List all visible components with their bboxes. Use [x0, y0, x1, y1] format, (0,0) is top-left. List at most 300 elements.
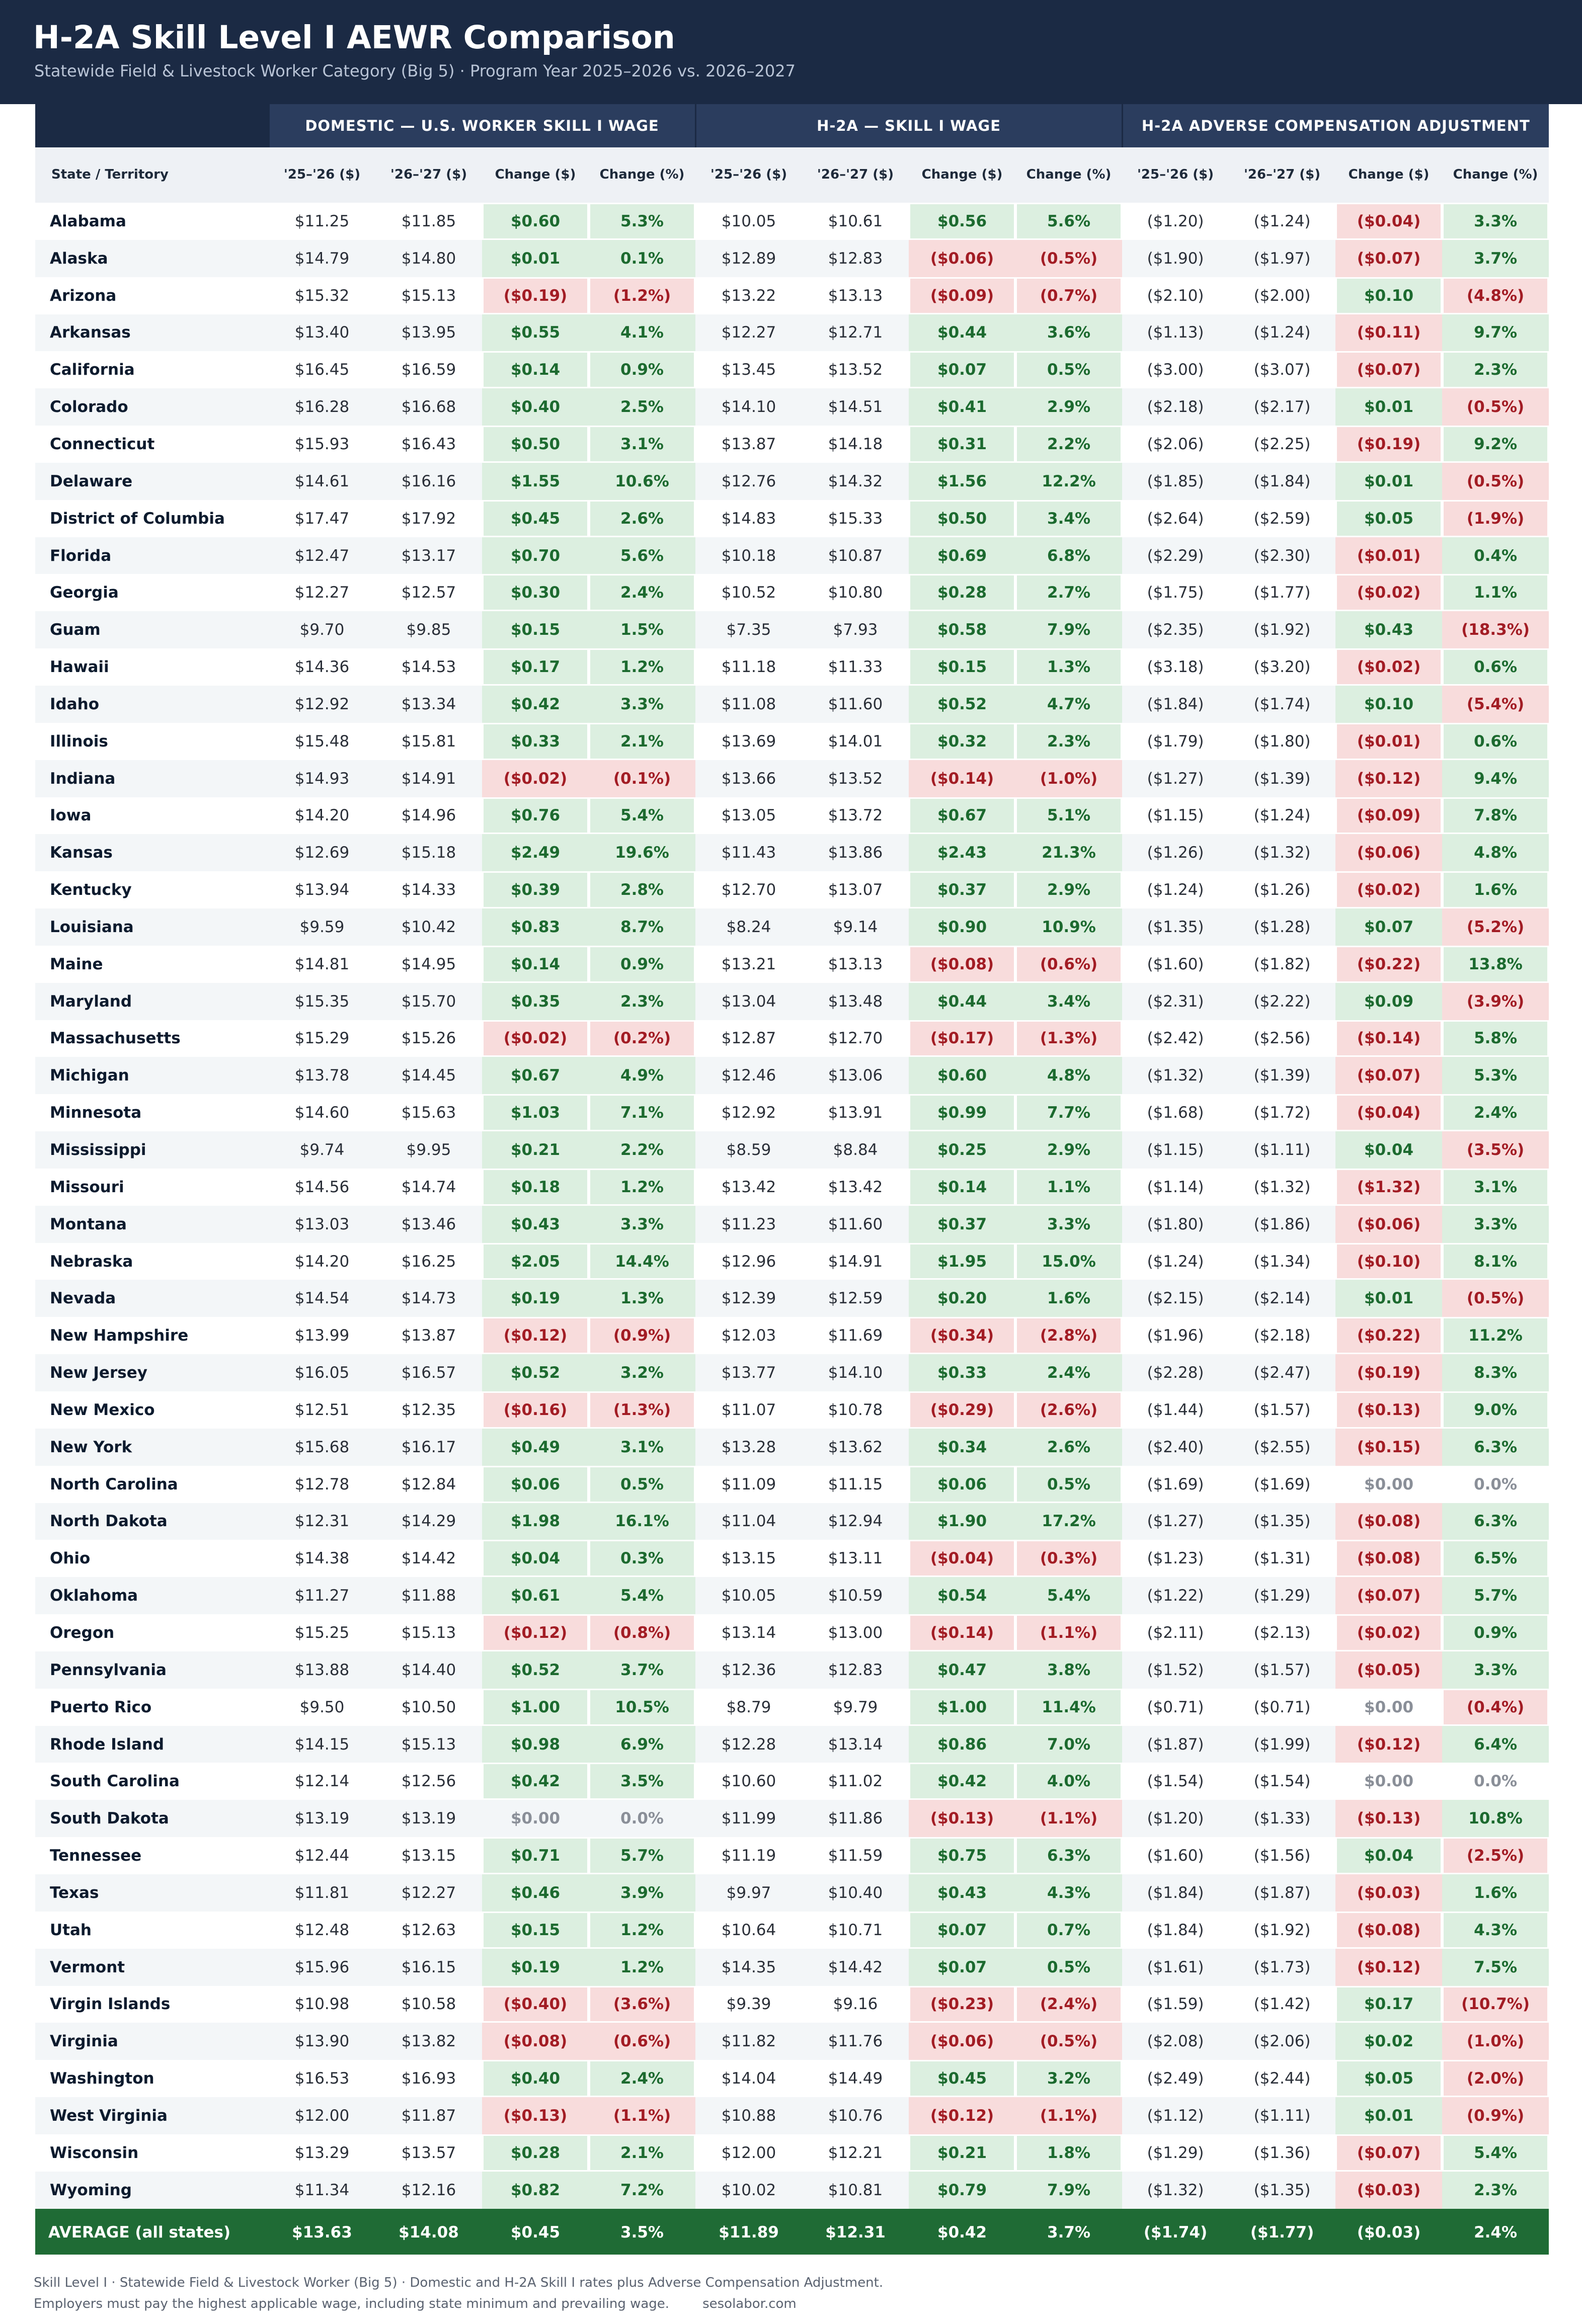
column-header-domestic-change-percent: Change (%) — [589, 147, 695, 203]
wage-cell: ($2.25) — [1253, 435, 1311, 453]
change-cell: $0.67 — [909, 797, 1015, 835]
table-row — [35, 1986, 1549, 2023]
change-cell: (18.3%) — [1442, 611, 1549, 648]
wage-cell: $12.56 — [401, 1772, 456, 1791]
table-row — [35, 760, 1549, 797]
wage-cell: $17.47 — [294, 509, 350, 528]
wage-cell: ($3.07) — [1253, 361, 1311, 379]
change-cell: ($0.04) — [909, 1540, 1015, 1577]
table-row — [35, 611, 1549, 648]
change-cell: ($0.02) — [482, 1020, 589, 1057]
table-row — [35, 2060, 1549, 2097]
wage-cell: ($1.85) — [1122, 463, 1229, 500]
change-cell: ($0.08) — [1335, 1540, 1442, 1577]
wage-cell: $13.07 — [828, 881, 883, 899]
change-cell: 3.4% — [1015, 500, 1122, 537]
state-name: Michigan — [35, 1057, 269, 1094]
state-name: Missouri — [50, 1178, 124, 1196]
change-cell: 21.3% — [1015, 834, 1122, 871]
change-cell: $0.04 — [1335, 1837, 1442, 1874]
wage-cell: $14.74 — [401, 1178, 456, 1196]
change-cell: $0.21 — [909, 2134, 1015, 2172]
change-cell: $0.33 — [909, 1354, 1015, 1391]
table-row — [35, 797, 1549, 835]
wage-cell: ($1.24) — [1229, 314, 1335, 352]
wage-cell: $15.96 — [269, 1949, 375, 1986]
state-name: Illinois — [50, 732, 108, 751]
wage-cell: ($1.24) — [1147, 1252, 1204, 1271]
change-cell: 2.4% — [589, 574, 695, 611]
wage-cell: $11.69 — [828, 1326, 883, 1345]
wage-cell: $15.93 — [294, 435, 350, 453]
wage-cell: ($1.60) — [1147, 955, 1204, 973]
change-cell: (2.4%) — [1015, 1986, 1122, 2023]
wage-cell: ($1.61) — [1122, 1949, 1229, 1986]
table-row — [35, 1540, 1549, 1577]
change-cell: 2.7% — [1015, 574, 1122, 611]
change-cell: 3.7% — [589, 1651, 695, 1689]
change-cell: 2.9% — [1015, 1131, 1122, 1169]
change-cell: 4.3% — [1442, 1912, 1549, 1949]
wage-cell: $14.73 — [375, 1280, 482, 1317]
wage-cell: $12.92 — [269, 686, 375, 723]
change-cell: 3.3% — [1442, 203, 1549, 240]
wage-cell: $12.57 — [401, 584, 456, 602]
change-cell: $0.45 — [482, 500, 589, 537]
wage-cell: ($1.36) — [1253, 2143, 1311, 2162]
wage-cell: $11.86 — [802, 1800, 909, 1837]
state-name: South Carolina — [50, 1772, 180, 1791]
state-name: Guam — [35, 611, 269, 648]
wage-cell: $14.83 — [721, 509, 776, 528]
wage-cell: $16.15 — [375, 1949, 482, 1986]
change-cell: 5.3% — [589, 203, 695, 240]
change-cell: $2.43 — [909, 834, 1015, 871]
change-cell: $0.07 — [909, 351, 1015, 388]
state-name: Virgin Islands — [50, 1995, 171, 2014]
change-cell: 7.8% — [1442, 797, 1549, 835]
change-cell: 2.1% — [589, 2134, 695, 2172]
change-cell: $0.41 — [909, 388, 1015, 426]
table-row — [35, 1874, 1549, 1912]
change-cell: (0.5%) — [1015, 2023, 1122, 2060]
change-cell: ($0.07) — [1335, 2134, 1442, 2172]
wage-cell: $10.02 — [695, 2172, 802, 2209]
table-row — [35, 537, 1549, 574]
change-cell: 3.1% — [589, 426, 695, 463]
change-cell: (2.8%) — [1015, 1317, 1122, 1354]
wage-cell: $11.25 — [294, 212, 350, 230]
change-cell: $1.90 — [909, 1503, 1015, 1540]
wage-cell: $13.90 — [269, 2023, 375, 2060]
change-cell: 19.6% — [589, 834, 695, 871]
page-header — [0, 0, 1582, 104]
table-row — [35, 203, 1549, 240]
table-row — [35, 946, 1549, 983]
wage-cell: $11.59 — [828, 1847, 883, 1865]
wage-cell: $16.45 — [294, 361, 350, 379]
wage-cell: $9.85 — [375, 611, 482, 648]
table-row — [35, 500, 1549, 537]
change-cell: $0.05 — [1335, 2060, 1442, 2097]
wage-cell: ($1.24) — [1253, 806, 1311, 825]
change-cell: 9.0% — [1442, 1391, 1549, 1429]
change-cell: $0.14 — [482, 946, 589, 983]
change-cell: 0.5% — [1015, 1466, 1122, 1503]
change-cell: $0.31 — [909, 426, 1015, 463]
change-cell: 10.9% — [1015, 908, 1122, 946]
column-header-adj-2627: '26–'27 ($) — [1229, 147, 1335, 203]
average-cell: ($1.74) — [1122, 2209, 1229, 2255]
column-header-domestic-2627: '26–'27 ($) — [375, 147, 482, 203]
wage-cell: $14.60 — [294, 1104, 350, 1122]
change-cell: 6.3% — [1015, 1837, 1122, 1874]
change-cell: $0.00 — [1364, 1772, 1414, 1791]
change-cell: $0.75 — [909, 1837, 1015, 1874]
wage-cell: ($1.28) — [1229, 908, 1335, 946]
wage-cell: $13.19 — [375, 1800, 482, 1837]
change-cell: (0.8%) — [589, 1614, 695, 1651]
change-cell: $0.56 — [909, 203, 1015, 240]
change-cell: $0.47 — [909, 1651, 1015, 1689]
change-cell: 4.0% — [1015, 1763, 1122, 1800]
change-cell: $0.44 — [909, 314, 1015, 352]
change-cell: $1.03 — [482, 1094, 589, 1131]
wage-cell: $10.18 — [695, 537, 802, 574]
change-cell: $1.56 — [909, 463, 1015, 500]
wage-cell: $14.35 — [695, 1949, 802, 1986]
change-cell: $0.58 — [909, 611, 1015, 648]
wage-cell: $10.88 — [695, 2097, 802, 2134]
table-row — [35, 240, 1549, 277]
table-row — [35, 723, 1549, 760]
change-cell: (0.9%) — [589, 1317, 695, 1354]
wage-cell: $15.13 — [375, 1726, 482, 1763]
change-cell: 0.1% — [589, 240, 695, 277]
wage-cell: $14.40 — [375, 1651, 482, 1689]
wage-cell: ($2.64) — [1147, 509, 1204, 528]
change-cell: ($0.09) — [1335, 797, 1442, 835]
change-cell: ($1.32) — [1335, 1169, 1442, 1206]
change-cell: 7.0% — [1015, 1726, 1122, 1763]
change-cell: $0.10 — [1335, 277, 1442, 314]
table-row — [35, 1169, 1549, 1206]
change-cell: ($0.14) — [909, 1614, 1015, 1651]
table-row — [35, 1577, 1549, 1614]
change-cell: $0.79 — [909, 2172, 1015, 2209]
change-cell: 0.9% — [589, 946, 695, 983]
wage-cell: $14.33 — [401, 881, 456, 899]
change-cell: ($0.08) — [1335, 1503, 1442, 1540]
state-name: Vermont — [35, 1949, 269, 1986]
change-cell: 1.2% — [589, 1169, 695, 1206]
wage-cell: $9.59 — [269, 908, 375, 946]
change-cell: ($0.02) — [1335, 871, 1442, 908]
wage-cell: $11.87 — [375, 2097, 482, 2134]
state-name: Maryland — [35, 983, 269, 1020]
wage-cell: ($2.42) — [1147, 1029, 1204, 1048]
change-cell: ($0.29) — [909, 1391, 1015, 1429]
change-cell: $0.45 — [909, 2060, 1015, 2097]
wage-cell: ($1.74) — [1229, 686, 1335, 723]
state-name: Maine — [50, 955, 103, 973]
wage-cell: $12.78 — [294, 1475, 350, 1493]
change-cell: 5.4% — [1015, 1577, 1122, 1614]
state-name: Minnesota — [50, 1104, 142, 1122]
change-cell: (1.1%) — [1015, 2097, 1122, 2134]
wage-cell: $12.46 — [695, 1057, 802, 1094]
wage-cell: $12.27 — [294, 584, 350, 602]
change-cell: (0.2%) — [589, 1020, 695, 1057]
wage-cell: $14.42 — [802, 1949, 909, 1986]
wage-cell: ($2.40) — [1122, 1429, 1229, 1466]
wage-cell: ($2.11) — [1147, 1623, 1204, 1642]
wage-cell: $12.70 — [721, 881, 776, 899]
change-cell: 6.9% — [589, 1726, 695, 1763]
wage-cell: $16.57 — [375, 1354, 482, 1391]
wage-cell: $12.63 — [401, 1921, 456, 1939]
change-cell: 3.2% — [1015, 2060, 1122, 2097]
change-cell: 2.4% — [589, 2060, 695, 2097]
change-cell: $0.32 — [909, 723, 1015, 760]
wage-cell: $12.36 — [695, 1651, 802, 1689]
change-cell: (1.2%) — [589, 277, 695, 314]
wage-cell: $11.04 — [695, 1503, 802, 1540]
change-cell: ($0.34) — [909, 1317, 1015, 1354]
average-cell: 3.7% — [1015, 2209, 1122, 2255]
table-row — [35, 1466, 1549, 1503]
change-cell: $0.61 — [482, 1577, 589, 1614]
change-cell: 8.3% — [1442, 1354, 1549, 1391]
change-cell: 6.8% — [1015, 537, 1122, 574]
state-name: North Dakota — [35, 1503, 269, 1540]
change-cell: $0.42 — [482, 1763, 589, 1800]
wage-cell: $13.82 — [375, 2023, 482, 2060]
wage-cell: ($2.13) — [1253, 1623, 1311, 1642]
wage-cell: $13.22 — [721, 286, 776, 305]
wage-cell: ($1.32) — [1229, 834, 1335, 871]
change-cell: 2.1% — [589, 723, 695, 760]
wage-cell: $15.29 — [294, 1029, 350, 1048]
change-cell: ($0.17) — [909, 1020, 1015, 1057]
wage-cell: ($1.44) — [1147, 1400, 1204, 1419]
change-cell: 7.1% — [589, 1094, 695, 1131]
wage-cell: ($1.82) — [1253, 955, 1311, 973]
change-cell: (1.9%) — [1442, 500, 1549, 537]
table-row — [35, 1317, 1549, 1354]
change-cell: (1.0%) — [1015, 760, 1122, 797]
change-cell: 4.7% — [1015, 686, 1122, 723]
state-name: Wisconsin — [50, 2143, 139, 2162]
wage-cell: $15.13 — [401, 1623, 456, 1642]
wage-cell: $11.60 — [802, 1206, 909, 1243]
change-cell: 4.3% — [1015, 1874, 1122, 1912]
wage-cell: $14.54 — [269, 1280, 375, 1317]
change-cell: $1.98 — [482, 1503, 589, 1540]
wage-cell: ($2.59) — [1253, 509, 1311, 528]
change-cell: 11.2% — [1442, 1317, 1549, 1354]
change-cell: $0.69 — [909, 537, 1015, 574]
change-cell: ($0.02) — [1335, 648, 1442, 686]
wage-cell: ($1.20) — [1122, 1800, 1229, 1837]
wage-cell: $13.91 — [828, 1104, 883, 1122]
change-cell: $0.43 — [482, 1206, 589, 1243]
change-cell: 3.1% — [589, 1429, 695, 1466]
wage-cell: $14.10 — [802, 1354, 909, 1391]
state-name: Tennessee — [50, 1847, 142, 1865]
change-cell: $0.40 — [482, 2060, 589, 2097]
wage-cell: $9.70 — [269, 611, 375, 648]
change-cell: $0.76 — [482, 797, 589, 835]
wage-cell: $10.05 — [695, 1577, 802, 1614]
table-row — [35, 1949, 1549, 1986]
table-row — [35, 1726, 1549, 1763]
table-row — [35, 1391, 1549, 1429]
state-name: Alaska — [35, 240, 269, 277]
change-cell: ($0.13) — [1335, 1391, 1442, 1429]
wage-cell: $11.43 — [695, 834, 802, 871]
change-cell: (1.3%) — [1015, 1020, 1122, 1057]
change-cell: $0.43 — [909, 1874, 1015, 1912]
change-cell: 16.1% — [589, 1503, 695, 1540]
change-cell: ($0.16) — [482, 1391, 589, 1429]
table-row — [35, 426, 1549, 463]
wage-cell: $13.42 — [828, 1178, 883, 1196]
change-cell: 4.9% — [589, 1057, 695, 1094]
change-cell: 7.5% — [1442, 1949, 1549, 1986]
table-row — [35, 908, 1549, 946]
wage-cell: ($2.00) — [1253, 286, 1311, 305]
state-name: New Hampshire — [50, 1326, 189, 1345]
wage-cell: ($1.52) — [1122, 1651, 1229, 1689]
wage-cell: $14.32 — [802, 463, 909, 500]
change-cell: $0.02 — [1335, 2023, 1442, 2060]
column-header-adj-2526: '25–'26 ($) — [1122, 147, 1229, 203]
wage-cell: $8.59 — [695, 1131, 802, 1169]
footer-site: sesolabor.com — [702, 2296, 797, 2311]
wage-cell: $12.21 — [828, 2143, 883, 2162]
state-name: Wyoming — [35, 2172, 269, 2209]
table-row — [35, 1020, 1549, 1057]
change-cell: 8.7% — [589, 908, 695, 946]
average-cell: ($1.77) — [1229, 2209, 1335, 2255]
wage-cell: $14.93 — [269, 760, 375, 797]
change-cell: $0.25 — [909, 1131, 1015, 1169]
wage-cell: $11.23 — [695, 1206, 802, 1243]
change-cell: 2.2% — [589, 1131, 695, 1169]
change-cell: $0.00 — [1364, 1475, 1414, 1493]
change-cell: 0.9% — [1442, 1614, 1549, 1651]
wage-cell: $14.10 — [695, 388, 802, 426]
change-cell: 6.5% — [1442, 1540, 1549, 1577]
column-header-adj-change-percent: Change (%) — [1442, 147, 1549, 203]
wage-cell: $11.99 — [695, 1800, 802, 1837]
change-cell: 0.4% — [1442, 537, 1549, 574]
change-cell: 0.6% — [1442, 723, 1549, 760]
change-cell: 3.4% — [1015, 983, 1122, 1020]
aewr-table — [34, 104, 1550, 2255]
wage-cell: ($0.71) — [1253, 1698, 1311, 1716]
wage-cell: $12.27 — [375, 1874, 482, 1912]
wage-cell: ($1.26) — [1122, 834, 1229, 871]
wage-cell: ($2.31) — [1122, 983, 1229, 1020]
change-cell: 11.4% — [1015, 1689, 1122, 1726]
wage-cell: $14.36 — [294, 658, 350, 677]
wage-cell: ($1.35) — [1122, 908, 1229, 946]
average-cell: $13.63 — [269, 2209, 375, 2255]
change-cell: 5.4% — [589, 797, 695, 835]
wage-cell: ($3.00) — [1147, 361, 1204, 379]
table-row — [35, 1354, 1549, 1391]
wage-cell: $12.69 — [269, 834, 375, 871]
wage-cell: $13.40 — [269, 314, 375, 352]
state-name: Ohio — [50, 1549, 91, 1568]
change-cell: 5.7% — [1442, 1577, 1549, 1614]
wage-cell: ($1.24) — [1253, 212, 1311, 230]
wage-cell: $14.53 — [401, 658, 456, 677]
change-cell: $0.99 — [909, 1094, 1015, 1131]
wage-cell: ($0.71) — [1147, 1698, 1204, 1716]
page-subtitle: Statewide Field & Livestock Worker Category (Big 5) · Program Year 2025–2026 vs. 2026–2027 — [34, 61, 796, 80]
wage-cell: ($1.12) — [1122, 2097, 1229, 2134]
table-row — [35, 1763, 1549, 1800]
state-name: Texas — [35, 1874, 269, 1912]
wage-cell: ($1.73) — [1229, 1949, 1335, 1986]
average-row — [35, 2209, 1549, 2255]
change-cell: 1.2% — [589, 1949, 695, 1986]
average-cell: $0.42 — [909, 2209, 1015, 2255]
wage-cell: ($1.32) — [1122, 2172, 1229, 2209]
wage-cell: ($1.31) — [1253, 1549, 1311, 1568]
change-cell: $0.34 — [909, 1429, 1015, 1466]
wage-cell: $12.51 — [294, 1400, 350, 1419]
change-cell: (0.9%) — [1442, 2097, 1549, 2134]
wage-cell: $13.69 — [721, 732, 776, 751]
wage-cell: $13.99 — [294, 1326, 350, 1345]
change-cell: (1.1%) — [1015, 1614, 1122, 1651]
wage-cell: $10.05 — [721, 212, 776, 230]
wage-cell: $13.14 — [802, 1726, 909, 1763]
change-cell: 1.6% — [1015, 1280, 1122, 1317]
wage-cell: ($2.18) — [1122, 388, 1229, 426]
wage-cell: ($1.33) — [1229, 1800, 1335, 1837]
change-cell: 0.6% — [1442, 648, 1549, 686]
change-cell: 1.2% — [589, 1912, 695, 1949]
wage-cell: ($2.28) — [1122, 1354, 1229, 1391]
change-cell: 0.5% — [589, 1466, 695, 1503]
change-cell: 4.8% — [1442, 834, 1549, 871]
change-cell: $0.06 — [909, 1466, 1015, 1503]
change-cell: ($0.03) — [1335, 1874, 1442, 1912]
wage-cell: ($2.30) — [1229, 537, 1335, 574]
change-cell: 13.8% — [1442, 946, 1549, 983]
change-cell: 3.3% — [1015, 1206, 1122, 1243]
change-cell: (5.2%) — [1442, 908, 1549, 946]
change-cell: ($0.04) — [1335, 1094, 1442, 1131]
change-cell: 3.1% — [1442, 1169, 1549, 1206]
change-cell: ($0.06) — [1335, 834, 1442, 871]
wage-cell: $13.45 — [721, 361, 776, 379]
change-cell: 15.0% — [1015, 1243, 1122, 1280]
change-cell: $0.37 — [909, 871, 1015, 908]
wage-cell: $10.64 — [721, 1921, 776, 1939]
change-cell: $0.10 — [1335, 686, 1442, 723]
change-cell: 1.6% — [1442, 1874, 1549, 1912]
state-name: Alabama — [50, 212, 126, 230]
wage-cell: $13.34 — [375, 686, 482, 723]
change-cell: $0.07 — [909, 1912, 1015, 1949]
state-name: New York — [35, 1429, 269, 1466]
